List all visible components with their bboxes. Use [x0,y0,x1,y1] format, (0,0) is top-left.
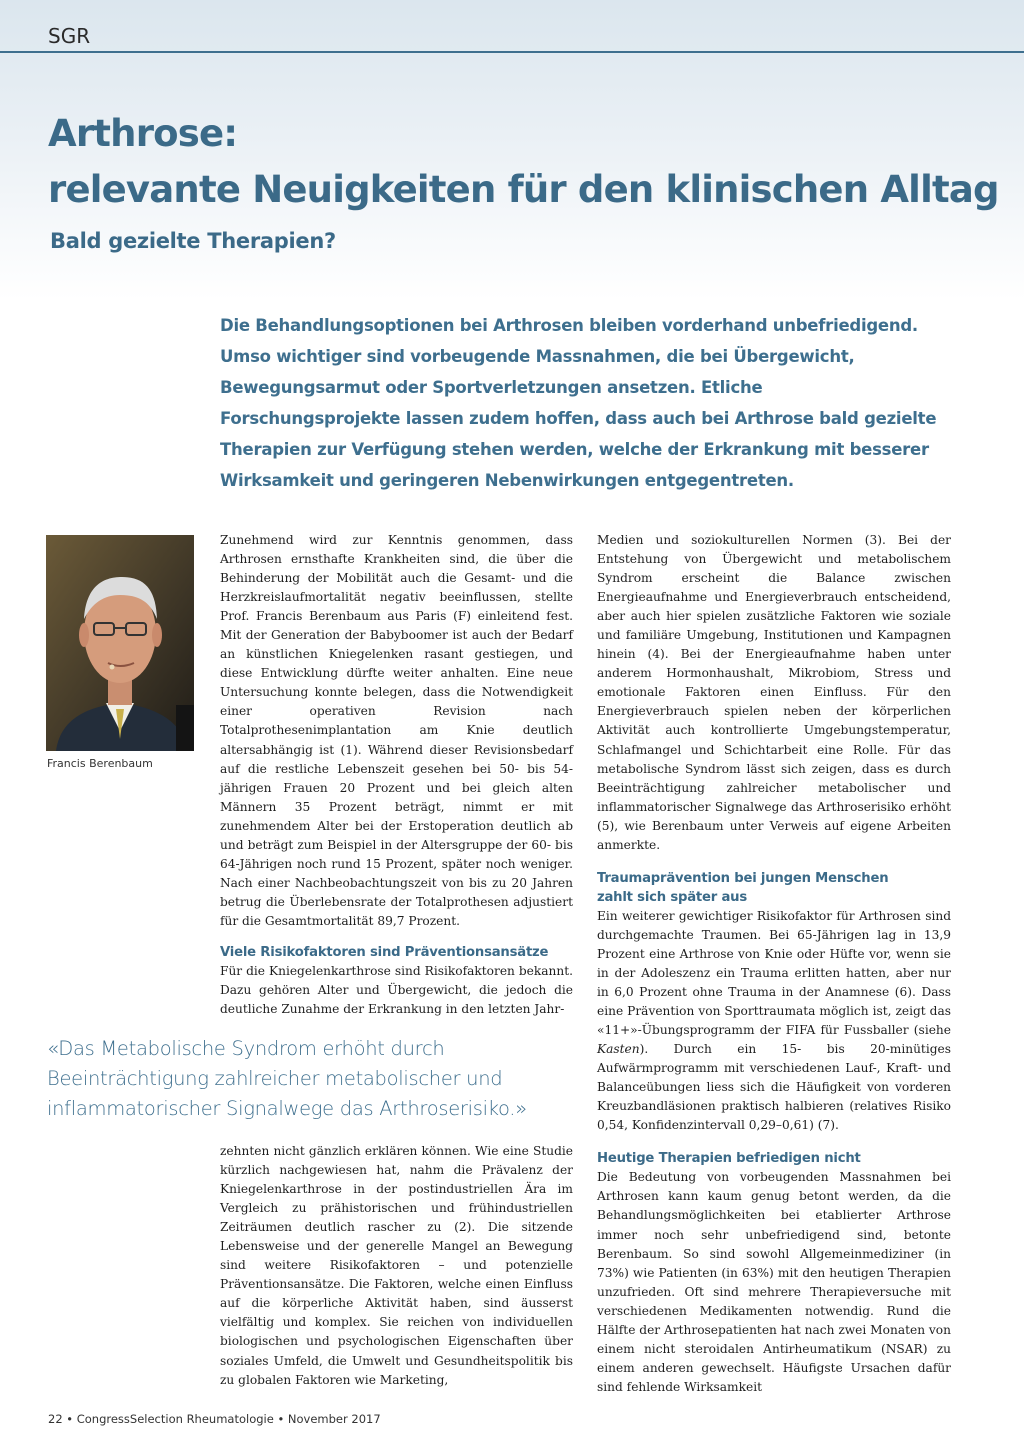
section-heading [597,869,951,907]
article-title [48,106,999,218]
body-paragraph: Für die Kniegelenkarthrose sind Risikofaktoren bekannt. Dazu gehören Alter und Übergewicht, die jedoch die deutliche Zunahme der Erkrankung in den letzten Jahr- [220,963,573,1017]
section-heading: Viele Risikofaktoren sind Präventionsansätze [220,944,549,960]
section-heading: Heutige Therapien befriedigen nicht [597,1151,861,1167]
heading-line-1: Traumaprävention bei jungen Menschen [597,870,889,886]
body-paragraph: Medien und soziokulturellen Normen (3). Bei der Entstehung von Übergewicht und metabolischem Syndrom erscheint die Balance zwischen Energieaufnahme und Energieverbrauch entscheidend, aber auch hier spielen zusätzliche Faktoren wie soziale und familiäre Umgebung, Institutionen und Kampagnen hinein (4). Bei der Energieaufnahme haben unter anderem Hormonhaushalt, Mikrobiom, Stress und emotionale Faktoren einen Einfluss. Für den Energieverbrauch spielen neben der körperlichen Aktivität auch kontrollierte Umgebungstemperatur, Schlafmangel und Schichtarbeit eine Rolle. Für das metabolische Syndrom lässt sich zeigen, dass es durch Beeinträchtigung zahlreicher metabolischer und inflammatorischer Signalwege das Arthroserisiko erhöht (5), wie Berenbaum unter Verweis auf eigene Arbeiten anmerkte. [597,533,951,852]
speaker-photo [46,535,194,751]
body-paragraph: zehnten nicht gänzlich erklären können. Wie eine Studie kürzlich nachgewiesen hat, nahm die Prävalenz der Kniegelenkarthrose in der postindustriellen Ära im Vergleich zu prähistorischen und frühindustriellen Zeiträumen deutlich rascher zu (2). Die sitzende Lebensweise und der generelle Mangel an Bewegung sind weitere Risikofaktoren – und potenzielle Präventionsansätze. Die Faktoren, welche einen Einfluss auf die körperliche Aktivität haben, sind äusserst vielfältig und komplex. Sie reichen von individuellen biologischen und psychologischen Eigenschaften über soziales Umfeld, die Umwelt und Gesundheitspolitik bis zu globalen Faktoren wie Marketing, [220,1144,573,1387]
lead-paragraph: Die Behandlungsoptionen bei Arthrosen bleiben vorderhand unbefriedigend. Umso wichtiger sind vorbeugende Massnahmen, die bei Übergewicht, Bewegungsarmut oder Sportverletzungen ansetzen. Etliche Forschungsprojekte lassen zudem hoffen, dass auch bei Arthrose bald gezielte Therapien zur Verfügung stehen werden, welche der Erkrankung mit besserer Wirksamkeit und geringeren Nebenwirkungen entgegentreten. [220,316,937,490]
body-text: ). Durch ein 15- bis 20-minütiges Aufwärmprogramm mit verschiedenen Lauf-, Kraft- und Balanceübungen liess sich die Häufigkeit von vorderen Kreuzbandläsionen praktisch halbieren (relatives Risiko 0,54, Konfidenzintervall 0,29–0,61) (7). [597,1042,951,1133]
title-line-2: relevante Neuigkeiten für den klinischen Alltag [48,168,999,211]
heading-line-2: zahlt sich später aus [597,889,748,905]
header-rule [0,51,1024,53]
pull-quote: «Das Metabolische Syndrom erhöht durch Beeinträchtigung zahlreicher metabolischer und inflammatorischer Signalwege das Arthroserisiko.» [47,1037,527,1120]
emphasis-text: Kasten [597,1042,640,1057]
column-2 [597,531,951,1397]
section-label: SGR [48,24,91,48]
body-paragraph: Zunehmend wird zur Kenntnis genommen, dass Arthrosen ernsthafte Krankheiten sind, die über die Behinderung der Mobilität auch die Gesamt- und die Herzkreislaufmortalität negativ beeinflussen, stellte Prof. Francis Berenbaum aus Paris (F) einleitend fest. Mit der Generation der Babyboomer ist auch der Bedarf an künstlichen Kniegelenken rasant gestiegen, und diese Entwicklung dürfte weiter anhalten. Eine neue Untersuchung konnte belegen, dass die Notwendigkeit einer operativen Revision nach Totalprothesenimplantation am Knie deutlich altersabhängig ist (1). Während dieser Revisionsbedarf auf die restliche Lebenszeit gesehen bei 50- bis 54-jährigen Frauen 20 Prozent und bei gleich alten Männern 35 Prozent beträgt, nimmt er mit zunehmendem Alter bei der Erstoperation deutlich ab und beträgt zum Beispiel in der Altersgruppe der 60- bis 64-Jährigen noch rund 15 Prozent, später noch weniger. Nach einer Nachbeobachtungszeit von bis zu 20 Jahren betrug die Überlebensrate der Totalprothesen adjustiert für die Gesamtmortalität 89,7 Prozent. [220,533,573,928]
portrait-illustration [46,535,194,751]
article-subtitle: Bald gezielte Therapien? [50,229,336,253]
body-paragraph: Die Bedeutung von vorbeugenden Massnahmen bei Arthrosen kann kaum genug betont werden, da die Behandlungsmöglichkeiten bei etablierter Arthrose immer noch sehr unbefriedigend sind, betonte Berenbaum. So sind sowohl Allgemeinmediziner (in 73%) wie Patienten (in 63%) mit den heutigen Therapien unzufrieden. Oft sind mehrere Therapieversuche mit verschiedenen Medikamenten notwendig. Rund die Hälfte der Arthrosepatienten hat nach zwei Monaten von einem nicht steroidalen Antirheumatikum (NSAR) zu einem anderen gewechselt. Häufigste Ursachen dafür sind fehlende Wirksamkeit [597,1170,951,1394]
body-text: Ein weiterer gewichtiger Risikofaktor für Arthrosen sind durchgemachte Traumen. Bei 65-Jährigen lag in 13,9 Prozent eine Arthrose von Knie oder Hüfte vor, wenn sie in der Adoleszenz ein Trauma erlitten hatten, aber nur in 6,0 Prozent ohne Trauma in der Anamnese (6). Dass eine Prävention von Sporttraumata möglich ist, zeigt das «11+»-Übungsprogramm der FIFA für Fussballer (siehe [597,908,951,1038]
column-1-upper [220,531,573,1019]
page-footer: 22 • CongressSelection Rheumatologie • November 2017 [48,1412,381,1426]
body-paragraph [597,907,951,1136]
photo-caption: Francis Berenbaum [47,757,153,770]
column-1-lower [220,1142,573,1390]
title-line-1: Arthrose: [48,112,238,155]
